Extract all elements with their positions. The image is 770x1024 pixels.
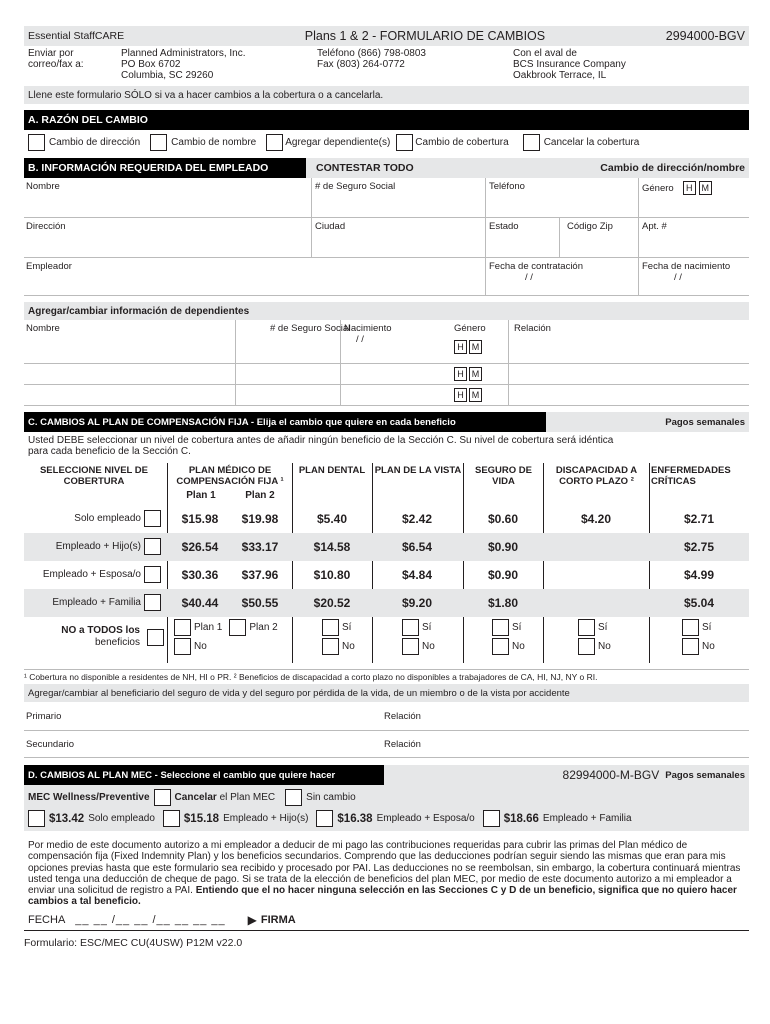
mec-tier-label: Solo empleado xyxy=(88,813,155,824)
medical-plan2-checkbox[interactable] xyxy=(229,619,246,636)
col-medical-header: PLAN MÉDICO DE COMPENSACIÓN FIJA ¹ xyxy=(176,465,284,487)
price-dental: $5.40 xyxy=(316,512,348,526)
coverage-level-checkbox[interactable] xyxy=(144,566,161,583)
price-life: $0.90 xyxy=(487,568,519,582)
section-c-header: C. CAMBIOS AL PLAN DE COMPENSACIÓN FIJA - Elija el cambio que quiere en cada beneficio Pagos semanales xyxy=(24,412,749,432)
state-field[interactable]: Estado xyxy=(489,221,519,232)
medical-plan1-checkbox[interactable] xyxy=(174,619,191,636)
cancel-coverage-checkbox[interactable] xyxy=(523,134,540,151)
coverage-level-checkbox[interactable] xyxy=(144,538,161,555)
beneficiary-grid xyxy=(24,702,749,758)
price-p2: $33.17 xyxy=(241,540,279,554)
section-a-options xyxy=(24,130,749,154)
ci-si-no-options: Sí No xyxy=(682,619,715,655)
price-life: $0.60 xyxy=(487,512,519,526)
mailing-info xyxy=(24,46,749,86)
dependents-header: Agregar/cambiar información de dependientes xyxy=(24,302,749,320)
coverage-level-label: Solo empleado xyxy=(74,513,141,524)
mec-options: MEC Wellness/Preventive Cancelar el Plan MEC Sin cambio $13.42 Solo empleado $15.18 Empleado + Hijo(s) $16.38 Empleado + Esposa/o $18.66 Empleado + Familia xyxy=(24,785,749,831)
dependent-name-field[interactable]: Nombre xyxy=(26,323,60,334)
change-name-label: Cambio de nombre xyxy=(171,136,257,148)
dependent2-gender-m[interactable]: M xyxy=(469,367,482,381)
change-address-label: Cambio de dirección xyxy=(49,136,141,148)
section-d-header: D. CAMBIOS AL PLAN MEC - Seleccione el cambio que quiere hacer 82994000-M-BGV Pagos semanales xyxy=(24,765,749,785)
vision-no-checkbox[interactable] xyxy=(402,638,419,655)
change-address-checkbox[interactable] xyxy=(28,134,45,151)
price-dental: $20.52 xyxy=(313,596,351,610)
medical-none-options: Plan 1 Plan 2 No xyxy=(174,619,278,655)
col-plan1-header: Plan 1 xyxy=(186,490,216,501)
none-all-checkbox[interactable] xyxy=(147,629,164,646)
signature-field[interactable]: FIRMA xyxy=(260,914,296,927)
std-si-no-options: Sí No xyxy=(578,619,611,655)
life-si-no-options: Sí No xyxy=(492,619,525,655)
employee-phone-field[interactable]: Teléfono xyxy=(489,181,525,192)
form-header xyxy=(24,26,749,46)
mec-tier-checkbox[interactable] xyxy=(163,810,180,827)
ci-si-checkbox[interactable] xyxy=(682,619,699,636)
dependent-birth-field[interactable]: Nacimiento / / xyxy=(344,323,392,345)
admin-address: Planned Administrators, Inc. PO Box 6702 Columbia, SC 29260 xyxy=(121,48,246,81)
price-p2: $50.55 xyxy=(241,596,279,610)
price-vision: $6.54 xyxy=(401,540,433,554)
section-a-header: A. RAZÓN DEL CAMBIO xyxy=(24,110,749,130)
std-si-checkbox[interactable] xyxy=(578,619,595,636)
address-field[interactable]: Dirección xyxy=(26,221,66,232)
col-life-header: SEGURO DE VIDA xyxy=(474,465,532,487)
dental-si-checkbox[interactable] xyxy=(322,619,339,636)
secondary-relation-field[interactable]: Relación xyxy=(384,739,421,750)
authorization-text: Por medio de este documento autorizo a mi empleador a deducir de mi pago las contribuciones requeridas para cubrir las primas del Plan médico de compensación fija (Fixed Indemnity Plan) y los beneficios secundarios. Comprendo que las deducciones podrían seguir siendo las mismas que eran para mis opciones previas hasta que este formulario sea recibido y procesado por PAI. Las deducciones no se reembolsan, sin embargo, la cobertura continuará mientras usted tenga una deducción de cheque de pago. Si se trata de la elección de beneficios del plan MEC, por medio de este documento autorizo a mi empleador a enviar una solicitud de registro a PAI. Entiendo que el no hacer ninguna selección en las Secciones C y D de un beneficio, significa que no quiero hacer cambios a tal beneficio. xyxy=(28,840,741,908)
price-p1: $15.98 xyxy=(181,512,219,526)
dependent1-gender-h[interactable]: H xyxy=(454,340,467,354)
coverage-level-label: Empleado + Hijo(s) xyxy=(55,541,141,552)
city-field[interactable]: Ciudad xyxy=(315,221,346,232)
dependent3-gender-m[interactable]: M xyxy=(469,388,482,402)
send-label: Enviar por correo/fax a: xyxy=(28,48,84,70)
price-dental: $14.58 xyxy=(313,540,351,554)
beneficiary-header: Agregar/cambiar al beneficiario del seguro de vida y del seguro por pérdida de la vida, de un miembro o de la vista por accidente xyxy=(24,684,749,702)
dental-no-checkbox[interactable] xyxy=(322,638,339,655)
employee-info-grid xyxy=(24,178,749,296)
form-page xyxy=(24,26,749,949)
change-name-checkbox[interactable] xyxy=(150,134,167,151)
std-no-checkbox[interactable] xyxy=(578,638,595,655)
dependent-gender: Género xyxy=(454,323,486,334)
birth-date-field[interactable]: Fecha de nacimiento / / xyxy=(642,261,731,283)
form-title: Plans 1 & 2 - FORMULARIO DE CAMBIOS xyxy=(304,29,546,43)
medical-no-checkbox[interactable] xyxy=(174,638,191,655)
dependent3-gender-h[interactable]: H xyxy=(454,388,467,402)
price-life: $0.90 xyxy=(487,540,519,554)
price-ci: $5.04 xyxy=(683,596,715,610)
coverage-level-label: Empleado + Familia xyxy=(52,597,141,608)
coverage-table xyxy=(24,457,749,669)
employee-name-field[interactable]: Nombre xyxy=(26,181,60,192)
coverage-level-checkbox[interactable] xyxy=(144,594,161,611)
vision-si-no-options: Sí No xyxy=(402,619,435,655)
col-ci-header: ENFERMEDADES CRÍTICAS xyxy=(651,465,731,487)
price-p2: $19.98 xyxy=(241,512,279,526)
price-dental: $10.80 xyxy=(313,568,351,582)
mec-tier-checkbox[interactable] xyxy=(483,810,500,827)
mec-tier-label: Empleado + Familia xyxy=(542,813,632,824)
mec-tier-label: Empleado + Esposa/o xyxy=(376,813,475,824)
secondary-beneficiary-field[interactable]: Secundario xyxy=(26,739,75,750)
col-dental-header: PLAN DENTAL xyxy=(298,465,366,476)
dependents-grid xyxy=(24,320,749,406)
form-id: Formulario: ESC/MEC CU(4USW) P12M v22.0 xyxy=(24,936,243,949)
col-plan2-header: Plan 2 xyxy=(245,490,275,501)
none-row-label: NO a TODOS los beneficios xyxy=(24,617,164,663)
mec-tier-price: $18.66 xyxy=(503,812,539,825)
primary-relation-field[interactable]: Relación xyxy=(384,711,421,722)
dependent-ssn-field[interactable]: # de Seguro Social xyxy=(270,323,351,334)
hire-date-field[interactable]: Fecha de contratación / / xyxy=(489,261,584,283)
employer-field[interactable]: Empleador xyxy=(26,261,72,272)
price-ci: $2.75 xyxy=(683,540,715,554)
dependent-relation-field[interactable]: Relación xyxy=(514,323,551,334)
price-p1: $30.36 xyxy=(181,568,219,582)
company-name: Essential StaffCARE xyxy=(28,30,125,42)
primary-beneficiary-field[interactable]: Primario xyxy=(26,711,62,722)
dental-si-no-options: Sí No xyxy=(322,619,355,655)
employee-gender: Género H M xyxy=(640,178,714,198)
price-vision: $9.20 xyxy=(401,596,433,610)
gender-m-checkbox[interactable]: M xyxy=(699,181,712,195)
underwriter: Con el aval de BCS Insurance Company Oakbrook Terrace, IL xyxy=(513,48,626,81)
change-coverage-checkbox[interactable] xyxy=(396,134,413,151)
mec-cancel-checkbox[interactable] xyxy=(154,789,171,806)
price-vision: $2.42 xyxy=(401,512,433,526)
mec-tier-label: Empleado + Hijo(s) xyxy=(223,813,309,824)
ci-no-checkbox[interactable] xyxy=(682,638,699,655)
mec-tier-checkbox[interactable] xyxy=(28,810,45,827)
life-no-checkbox[interactable] xyxy=(492,638,509,655)
coverage-level-checkbox[interactable] xyxy=(144,510,161,527)
col-std-header: DISCAPACIDAD A CORTO PLAZO ² xyxy=(555,465,638,487)
mec-tier-price: $16.38 xyxy=(337,812,373,825)
add-dependents-checkbox[interactable] xyxy=(266,134,283,151)
coverage-level-label: Empleado + Esposa/o xyxy=(42,569,141,580)
signature-row: FECHA __ __ /__ __ /__ __ __ __ ▶ FIRMA xyxy=(24,911,749,931)
dependent1-gender-m[interactable]: M xyxy=(469,340,482,354)
cancel-coverage-label: Cancelar la cobertura xyxy=(543,136,640,148)
price-p1: $26.54 xyxy=(181,540,219,554)
coverage-footnote: ¹ Cobertura no disponible a residentes de NH, HI o PR. ² Beneficios de discapacidad a corto plazo no disponibles a trabajadores de CA, HI, NJ, NY o RI. xyxy=(24,669,749,684)
mec-tier-checkbox[interactable] xyxy=(316,810,333,827)
apt-field[interactable]: Apt. # xyxy=(642,221,667,232)
price-life: $1.80 xyxy=(487,596,519,610)
col-level-header: SELECCIONE NIVEL DE COBERTURA xyxy=(39,465,149,487)
gender-h-checkbox[interactable]: H xyxy=(683,181,696,195)
change-coverage-label: Cambio de cobertura xyxy=(415,136,509,148)
price-vision: $4.84 xyxy=(401,568,433,582)
price-p2: $37.96 xyxy=(241,568,279,582)
section-b-header: B. INFORMACIÓN REQUERIDA DEL EMPLEADO CONTESTAR TODO Cambio de dirección/nombre xyxy=(24,158,749,178)
zip-field[interactable]: Código Zip xyxy=(567,221,613,232)
dependent2-gender-h[interactable]: H xyxy=(454,367,467,381)
price-ci: $2.71 xyxy=(683,512,715,526)
section-c-note: Usted DEBE seleccionar un nivel de cobertura antes de añadir ningún beneficio de la Sección C. Su nivel de cobertura será idéntica para cada beneficio de la Sección C. xyxy=(28,435,614,457)
life-si-checkbox[interactable] xyxy=(492,619,509,636)
arrow-icon: ▶ xyxy=(247,913,257,928)
price-p1: $40.44 xyxy=(181,596,219,610)
mec-tier-price: $13.42 xyxy=(49,812,85,825)
vision-si-checkbox[interactable] xyxy=(402,619,419,636)
form-code: 2994000-BGV xyxy=(665,29,745,43)
mec-tier-price: $15.18 xyxy=(183,812,220,825)
price-std: $4.20 xyxy=(580,512,612,526)
employee-ssn-field[interactable]: # de Seguro Social xyxy=(315,181,396,192)
contact-numbers: Teléfono (866) 798-0803 Fax (803) 264-0772 xyxy=(317,48,426,70)
mec-no-change-checkbox[interactable] xyxy=(285,789,302,806)
date-field[interactable]: __ __ /__ __ /__ __ __ __ xyxy=(75,914,226,927)
price-ci: $4.99 xyxy=(683,568,715,582)
col-vision-header: PLAN DE LA VISTA xyxy=(374,465,462,476)
instruction-bar: Llene este formulario SÓLO si va a hacer cambios a la cobertura o a cancelarla. xyxy=(24,86,749,104)
add-dependents-label: Agregar dependiente(s) xyxy=(285,136,391,148)
